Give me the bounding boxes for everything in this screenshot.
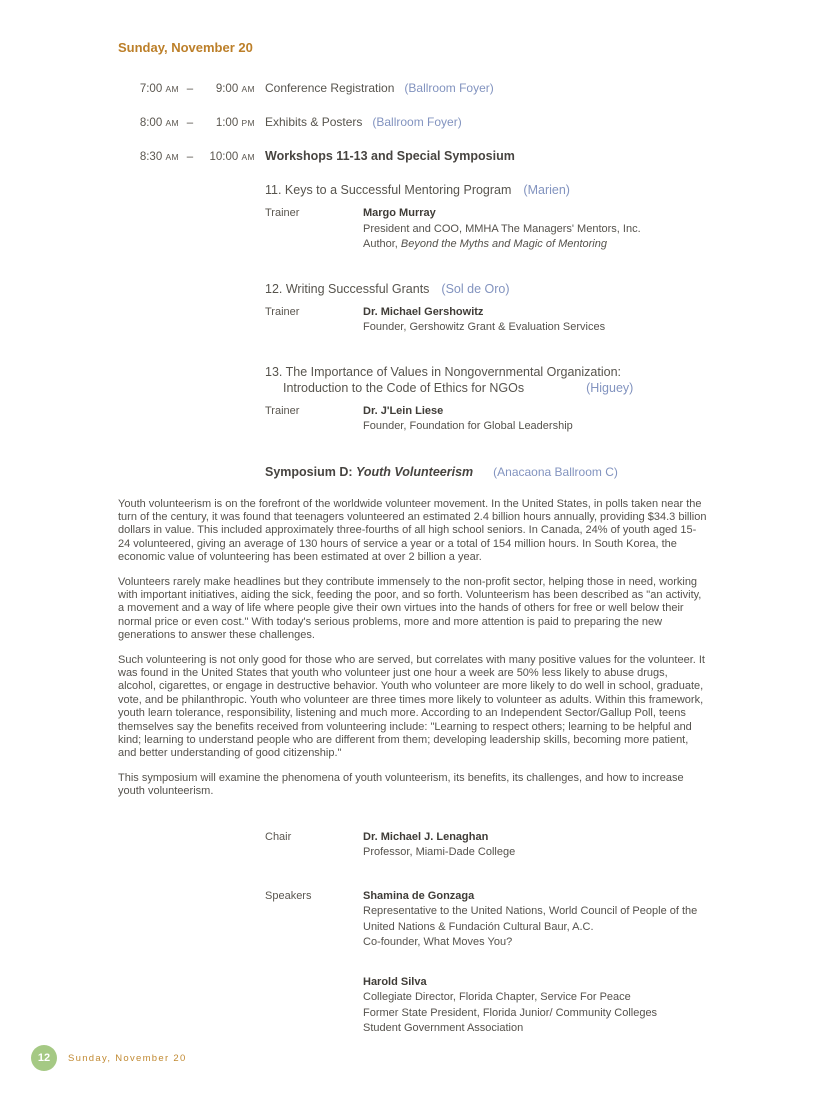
workshop-title-text: 11. Keys to a Successful Mentoring Program [265,183,512,197]
person-line: Founder, Foundation for Global Leadership [363,420,573,432]
spacer [363,951,697,975]
person-name: Dr. Michael J. Lenaghan [363,830,489,843]
person-line: Author, Beyond the Myths and Magic of Mentoring [363,238,607,250]
schedule-row-registration [133,81,817,95]
workshop-11-trainer [265,206,817,253]
symposium-speakers [265,889,817,1037]
person-name: Dr. J'Lein Liese [363,404,444,417]
time-start-period: AM [165,152,179,162]
symposium-paragraph: Such volunteering is not only good for those who are served, but correlates with many positive values for the volunteer. It was found in the United States that youth who volunteer just one hour a week are 50% less likely to abuse drugs, alcohol, cigarettes, or engage in destructive behavior. Youth who volunteer are more likely to do well in school, graduate, vote, and be philanthropic. Youth who volunteer are three times more likely to volunteer as adults. Within this framework, youth learn tolerance, responsibility, listening and much more. According to an Independent Sector/Gallup Poll, teens themselves say the benefits received from volunteering include: "Learning to respect others; learning to be helpful and kind; learning to understand people who are different from them; developing leadership skills, becoming more patient, and better understanding of good citizenship." [118,653,705,760]
person-line: President and COO, MMHA The Managers' Mentors, Inc. [363,222,641,235]
person-name: Shamina de Gonzaga [363,889,475,902]
page-number-badge: 12 [31,1045,57,1071]
workshop-title-text: Introduction to the Code of Ethics for NGOs [283,380,525,395]
symposium-paragraph: Youth volunteerism is on the forefront of the worldwide volunteer movement. In the United States, in polls taken near the turn of the century, it was found that teenagers volunteered an estimated 2.4 billion hours annually, providing $34.3 billion dollars in value. This included approximately three-fourths of all high school seniors. In Canada, 24% of youth aged 15-24 volunteered, giving an average of 130 hours of service a year or a total of 154 million hours. In South Korea, the economic value of volunteering has been estimated at over 2 billion a year. [118,497,707,564]
time-end: 1:00 [215,117,239,129]
schedule-list [0,81,817,163]
time-end-period: AM [241,84,255,94]
person-line: Professor, Miami-Dade College [363,846,516,859]
time-start: 8:30 [139,151,163,163]
symposium-description [0,498,817,799]
schedule-row-workshops [133,149,817,163]
speaker-shamina [363,889,697,951]
role-label: Trainer [265,207,300,219]
schedule-time [133,83,265,95]
footer-day-label: Sunday, November 20 [68,1052,187,1064]
time-dash: – [186,83,194,95]
time-end: 10:00 [209,151,239,163]
workshop-13-title [265,365,817,379]
workshop-12-trainer [265,305,817,336]
person-line: United Nations & Fundación Cultural Baur, A.C. [363,920,594,933]
symposium-label: Symposium D: [265,464,356,479]
role-label: Chair [265,830,292,843]
person-name: Dr. Michael Gershowitz [363,305,484,318]
event-title: Conference Registration [265,81,395,95]
symposium-paragraph: This symposium will examine the phenomena of youth volunteerism, its benefits, its challenges, and how to increase youth volunteerism. [118,771,684,798]
time-start: 8:00 [139,117,163,129]
symposium-chair [265,830,817,861]
time-dash: – [186,151,194,163]
person-line: Former State President, Florida Junior/ Community Colleges [363,1006,658,1019]
workshop-title-text: 13. The Importance of Values in Nongovernmental Organization: [265,364,621,379]
person-line: Representative to the United Nations, World Council of People of the [363,905,698,918]
schedule-time [133,151,265,163]
symposium-paragraph: Volunteers rarely make headlines but they contribute immensely to the non-profit sector, helping those in need, working with important initiatives, aiding the sick, feeding the poor, and so forth. Volunteerism has been described as "an activity, a movement and a way of life where people give their own virtues into the hands of others for free or well below their normal price or even cost." With today's serious problems, more and more attention is paid to preparing the new generations to answer these challenges. [118,575,702,642]
person-line: Co-founder, What Moves You? [363,936,513,949]
workshop-12-title [265,282,817,296]
time-end-period: PM [241,118,255,128]
person-line: Collegiate Director, Florida Chapter, Service For Peace [363,991,631,1004]
workshop-13-trainer [265,404,817,435]
book-title: Beyond the Myths and Magic of Mentoring [400,238,607,250]
workshop-location: (Higuey) [586,380,634,395]
page-title: Sunday, November 20 [118,40,253,55]
symposium-location: (Anacaona Ballroom C) [493,464,618,479]
workshop-location: (Marien) [523,183,570,197]
event-location: (Ballroom Foyer) [372,115,462,129]
symposium-heading [265,465,817,479]
time-start-period: AM [165,118,179,128]
time-start: 7:00 [139,83,163,95]
person-line: Student Government Association [363,1022,524,1035]
workshop-title-text: 12. Writing Successful Grants [265,281,430,296]
role-label: Trainer [265,404,300,417]
page-footer [31,1045,187,1071]
person-name: Margo Murray [363,207,436,219]
role-label: Speakers [265,889,312,902]
event-location: (Ballroom Foyer) [404,81,494,95]
person-name: Harold Silva [363,975,427,988]
workshop-11-title [265,183,817,197]
time-end: 9:00 [215,83,239,95]
speaker-harold [363,975,697,1037]
event-title: Exhibits & Posters [265,115,363,129]
time-start-period: AM [165,84,179,94]
role-label: Trainer [265,305,300,318]
event-title: Workshops 11-13 and Special Symposium [265,149,515,163]
workshop-13-title-line2 [283,381,817,395]
symposium-title: Youth Volunteerism [356,464,474,479]
person-line: Founder, Gershowitz Grant & Evaluation Services [363,321,606,333]
workshop-location: (Sol de Oro) [441,281,510,296]
schedule-row-exhibits [133,115,817,129]
program-page [0,40,817,1097]
schedule-time [133,117,265,129]
time-dash: – [186,117,194,129]
time-end-period: AM [241,152,255,162]
